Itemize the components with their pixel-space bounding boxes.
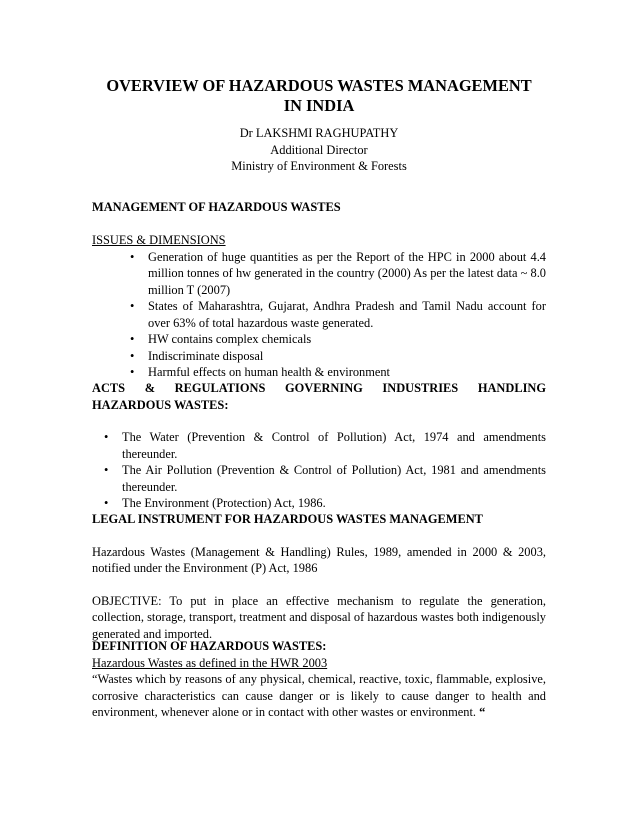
list-item: • States of Maharashtra, Gujarat, Andhra Pradesh and Tamil Nadu account for over 63% of total hazardous waste generated. (148, 298, 546, 331)
section-heading: DEFINITION OF HAZARDOUS WASTES: (92, 639, 327, 653)
list-item: • The Environment (Protection) Act, 1986. (122, 495, 546, 512)
author-position: Additional Director (270, 142, 368, 157)
list-item: • The Water (Prevention & Control of Pollution) Act, 1974 and amendments thereunder. (122, 429, 546, 462)
section-heading: MANAGEMENT OF HAZARDOUS WASTES (92, 200, 341, 214)
author-organization: Ministry of Environment & Forests (231, 159, 407, 173)
section-issues (92, 232, 546, 381)
section-legal (92, 511, 546, 642)
objective-paragraph: OBJECTIVE: To put in place an effective mechanism to regulate the generation, collection, storage, transport, treatment and disposal of hazardous wastes both indigenously generated and imported. (92, 593, 546, 641)
list-item: • The Air Pollution (Prevention & Control of Pollution) Act, 1981 and amendments thereunder. (122, 462, 546, 495)
title-line-2: IN INDIA (283, 95, 355, 115)
section-subheading: ISSUES & DIMENSIONS (92, 233, 226, 247)
section-heading: ACTS & REGULATIONS GOVERNING INDUSTRIES HANDLING (92, 381, 546, 395)
section-definition (92, 638, 546, 721)
definition-quote (92, 671, 546, 721)
acts-list (122, 429, 546, 512)
section-subheading: Hazardous Wastes as defined in the HWR 2003 (92, 655, 328, 670)
issues-list (148, 249, 546, 381)
document-title (92, 76, 546, 115)
rules-paragraph: Hazardous Wastes (Management & Handling) Rules, 1989, amended in 2000 & 2003, notified under the Environment (P) Act, 1986 (92, 544, 546, 575)
quote-text: “Wastes which by reasons of any physical, chemical, reactive, toxic, flammable, explosive, corrosive characteristics can cause danger or is likely to cause danger to health and environment, whenever alone or in contact with other wastes or environment. (92, 672, 546, 719)
section-heading-cont: HAZARDOUS WASTES: (92, 397, 229, 412)
list-item: • Generation of huge quantities as per the Report of the HPC in 2000 about 4.4 million tonnes of hw generated in the country (2000) As per the latest data ~ 8.0 million T (2007) (148, 249, 546, 299)
section-management (92, 199, 546, 216)
list-item: • HW contains complex chemicals (148, 331, 546, 348)
list-item: • Harmful effects on human health & environment (148, 364, 546, 381)
author-name: Dr LAKSHMI RAGHUPATHY (239, 126, 399, 140)
section-heading: LEGAL INSTRUMENT FOR HAZARDOUS WASTES MANAGEMENT (92, 512, 483, 526)
author-block (92, 125, 546, 175)
section-acts (92, 380, 546, 512)
title-line-1: OVERVIEW OF HAZARDOUS WASTES MANAGEMENT (106, 76, 532, 95)
list-item: • Indiscriminate disposal (148, 348, 546, 365)
quote-end: “ (476, 705, 486, 719)
